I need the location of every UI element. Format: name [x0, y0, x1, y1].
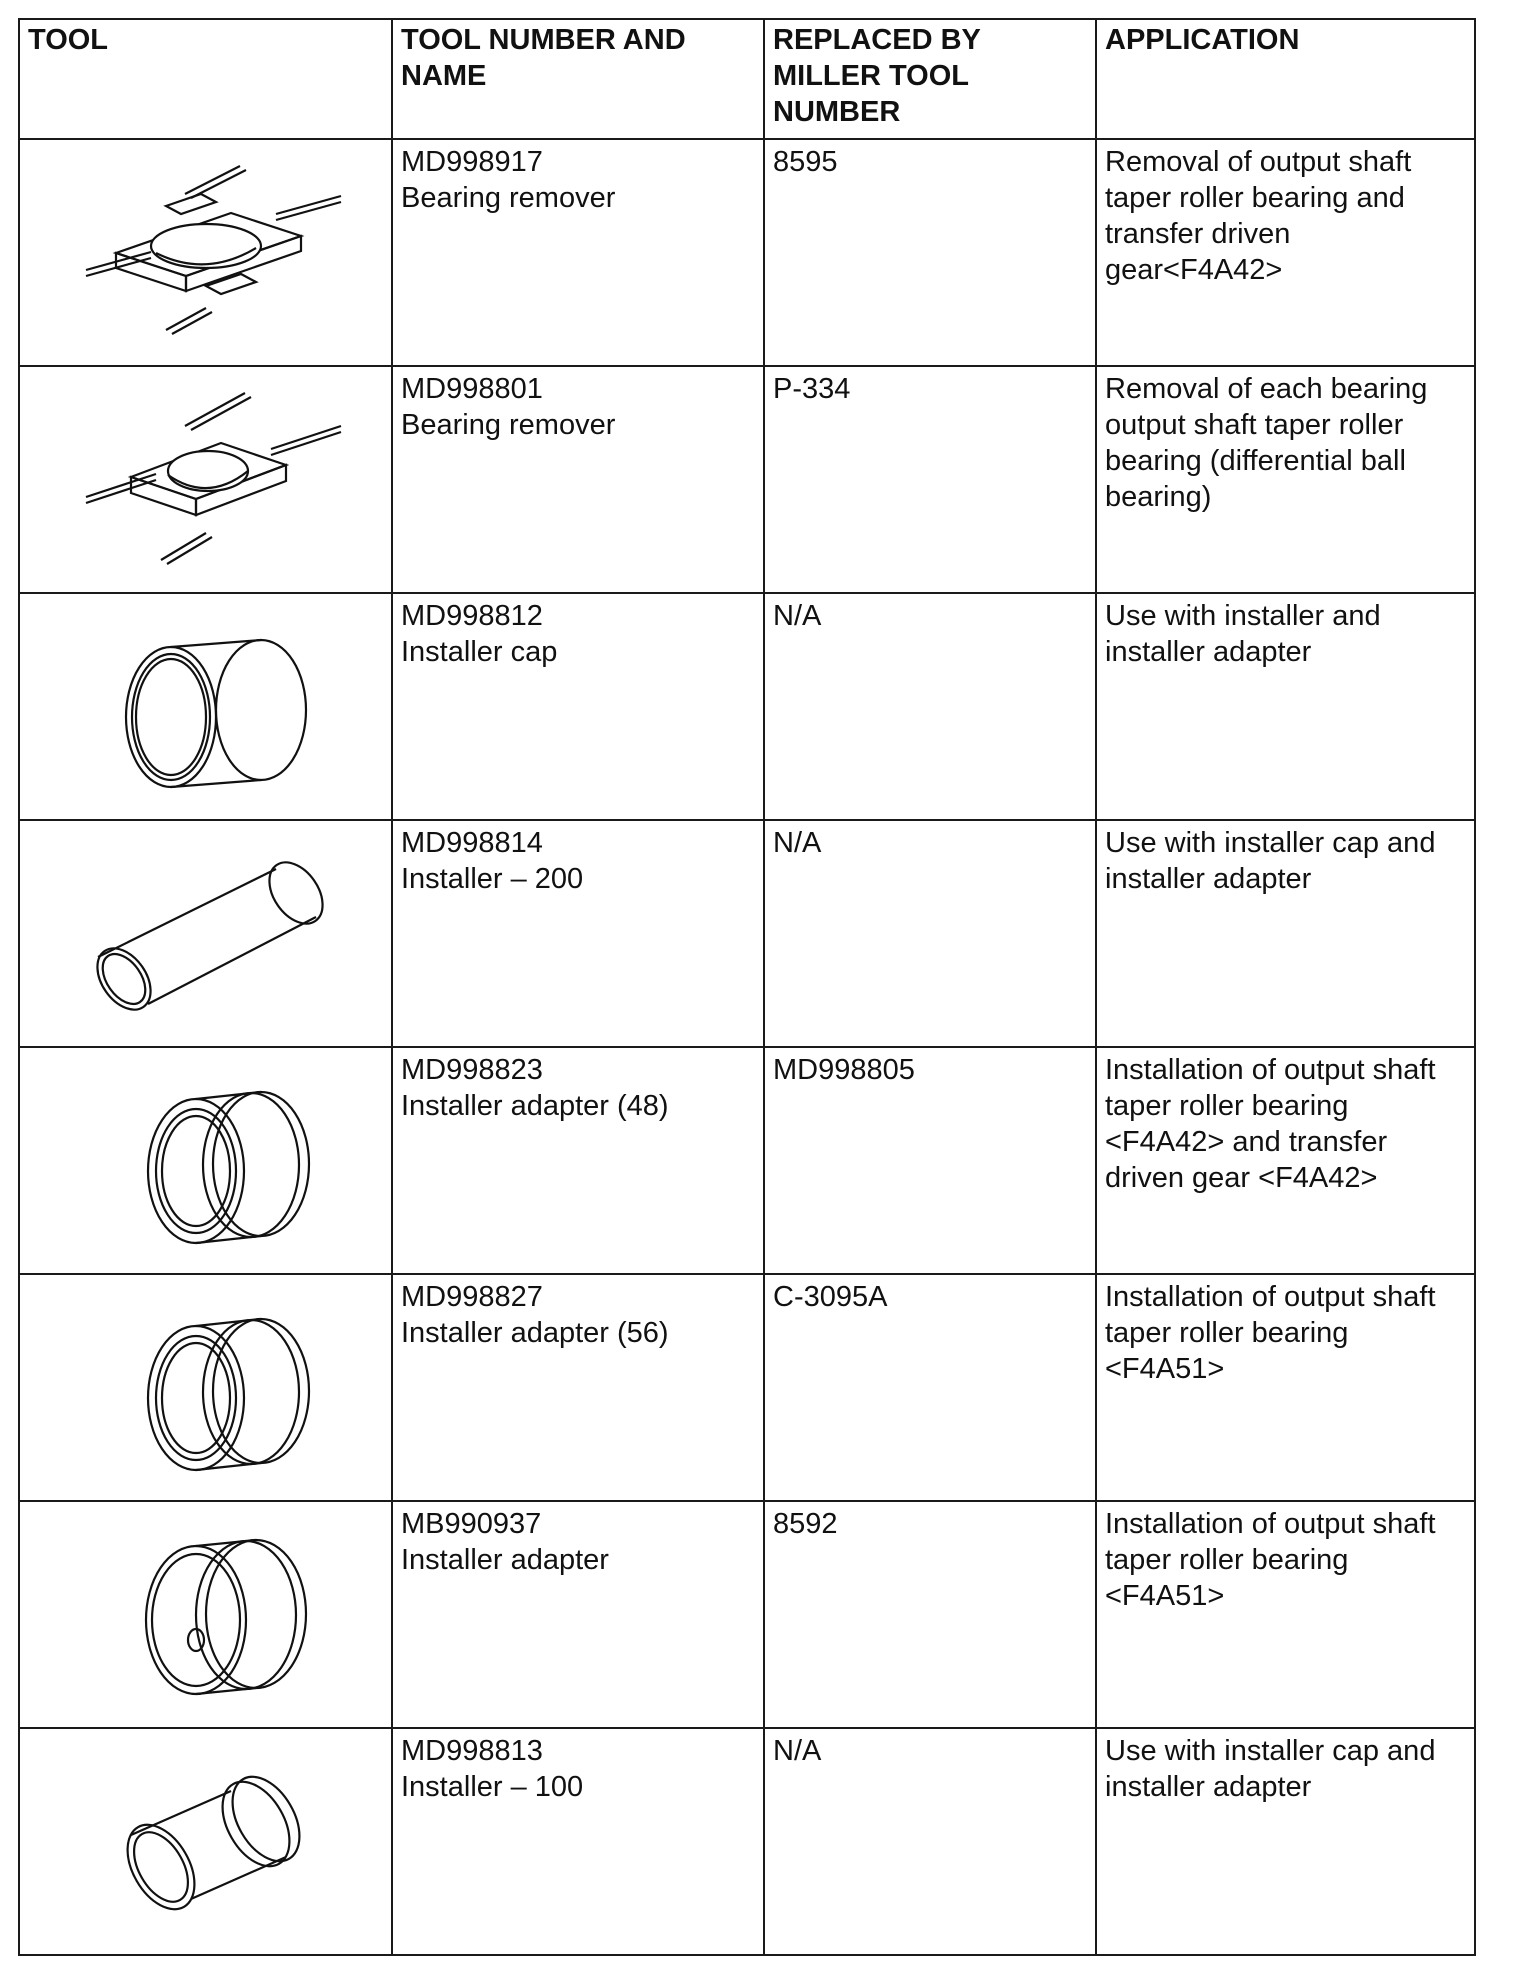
header-replaced-by: REPLACED BY MILLER TOOL NUMBER	[764, 19, 1096, 139]
installer-adapter-ring-icon	[20, 1066, 391, 1256]
table-row	[19, 366, 1475, 593]
table-row	[19, 1501, 1475, 1728]
tool-number-name-cell	[392, 1501, 764, 1728]
tool-name: Installer adapter (56)	[401, 1317, 669, 1349]
tool-image-cell	[19, 139, 392, 366]
application-cell: Removal of output shaft taper roller bearing and transfer driven gear<F4A42>	[1096, 139, 1475, 366]
miller-number-cell: 8592	[764, 1501, 1096, 1728]
tool-number: MD998823	[401, 1054, 543, 1086]
miller-number-cell: N/A	[764, 593, 1096, 820]
miller-number-cell: 8595	[764, 139, 1096, 366]
tool-number: MD998917	[401, 146, 543, 178]
tool-number-name-cell	[392, 366, 764, 593]
miller-number-cell: N/A	[764, 1728, 1096, 1955]
tool-number-name-cell	[392, 139, 764, 366]
table-row	[19, 1274, 1475, 1501]
tool-number-name-cell	[392, 1047, 764, 1274]
application-cell: Installation of output shaft taper roller bearing <F4A51>	[1096, 1501, 1475, 1728]
tool-name: Installer – 100	[401, 1771, 584, 1803]
header-tool: TOOL	[19, 19, 392, 139]
miller-number-cell: P-334	[764, 366, 1096, 593]
miller-number-cell: N/A	[764, 820, 1096, 1047]
tool-name: Bearing remover	[401, 409, 616, 441]
header-application: APPLICATION	[1096, 19, 1475, 139]
tool-name: Installer adapter (48)	[401, 1090, 669, 1122]
application-cell: Use with installer cap and installer adapter	[1096, 1728, 1475, 1955]
special-tools-table	[18, 18, 1476, 1956]
application-cell: Removal of each bearing output shaft taper roller bearing (differential ball bearing)	[1096, 366, 1475, 593]
installer-adapter-disc-icon	[20, 1520, 391, 1710]
tool-number-name-cell	[392, 1728, 764, 1955]
tool-number: MD998814	[401, 827, 543, 859]
application-cell: Use with installer and installer adapter	[1096, 593, 1475, 820]
installer-tube-icon	[20, 839, 391, 1029]
installer-adapter-ring-icon	[20, 1293, 391, 1483]
table-row	[19, 1047, 1475, 1274]
header-row	[19, 19, 1475, 139]
tool-name: Installer cap	[401, 636, 558, 668]
tool-image-cell	[19, 1501, 392, 1728]
application-cell: Use with installer cap and installer adapter	[1096, 820, 1475, 1047]
tool-name: Installer adapter	[401, 1544, 609, 1576]
tool-number-name-cell	[392, 593, 764, 820]
installer-short-tube-icon	[20, 1747, 391, 1937]
table-row	[19, 1728, 1475, 1955]
tool-image-cell	[19, 366, 392, 593]
tool-image-cell	[19, 1047, 392, 1274]
application-cell: Installation of output shaft taper roller bearing <F4A51>	[1096, 1274, 1475, 1501]
bearing-remover-icon	[20, 158, 391, 348]
application-cell: Installation of output shaft taper roller bearing <F4A42> and transfer driven gear <F4A42>	[1096, 1047, 1475, 1274]
tool-number: MD998813	[401, 1735, 543, 1767]
header-tool-number-name: TOOL NUMBER AND NAME	[392, 19, 764, 139]
tool-name: Installer – 200	[401, 863, 584, 895]
tool-image-cell	[19, 820, 392, 1047]
miller-number-cell: MD998805	[764, 1047, 1096, 1274]
tool-number-name-cell	[392, 1274, 764, 1501]
tool-image-cell	[19, 1274, 392, 1501]
tool-name: Bearing remover	[401, 182, 616, 214]
table-row	[19, 820, 1475, 1047]
tool-number: MD998801	[401, 373, 543, 405]
table-row	[19, 593, 1475, 820]
miller-number-cell: C-3095A	[764, 1274, 1096, 1501]
tool-number: MD998812	[401, 600, 543, 632]
tool-number: MD998827	[401, 1281, 543, 1313]
table-row	[19, 139, 1475, 366]
tool-number-name-cell	[392, 820, 764, 1047]
tool-image-cell	[19, 593, 392, 820]
tool-image-cell	[19, 1728, 392, 1955]
bearing-remover-icon	[20, 385, 391, 575]
installer-cap-icon	[20, 612, 391, 802]
tool-number: MB990937	[401, 1508, 542, 1540]
